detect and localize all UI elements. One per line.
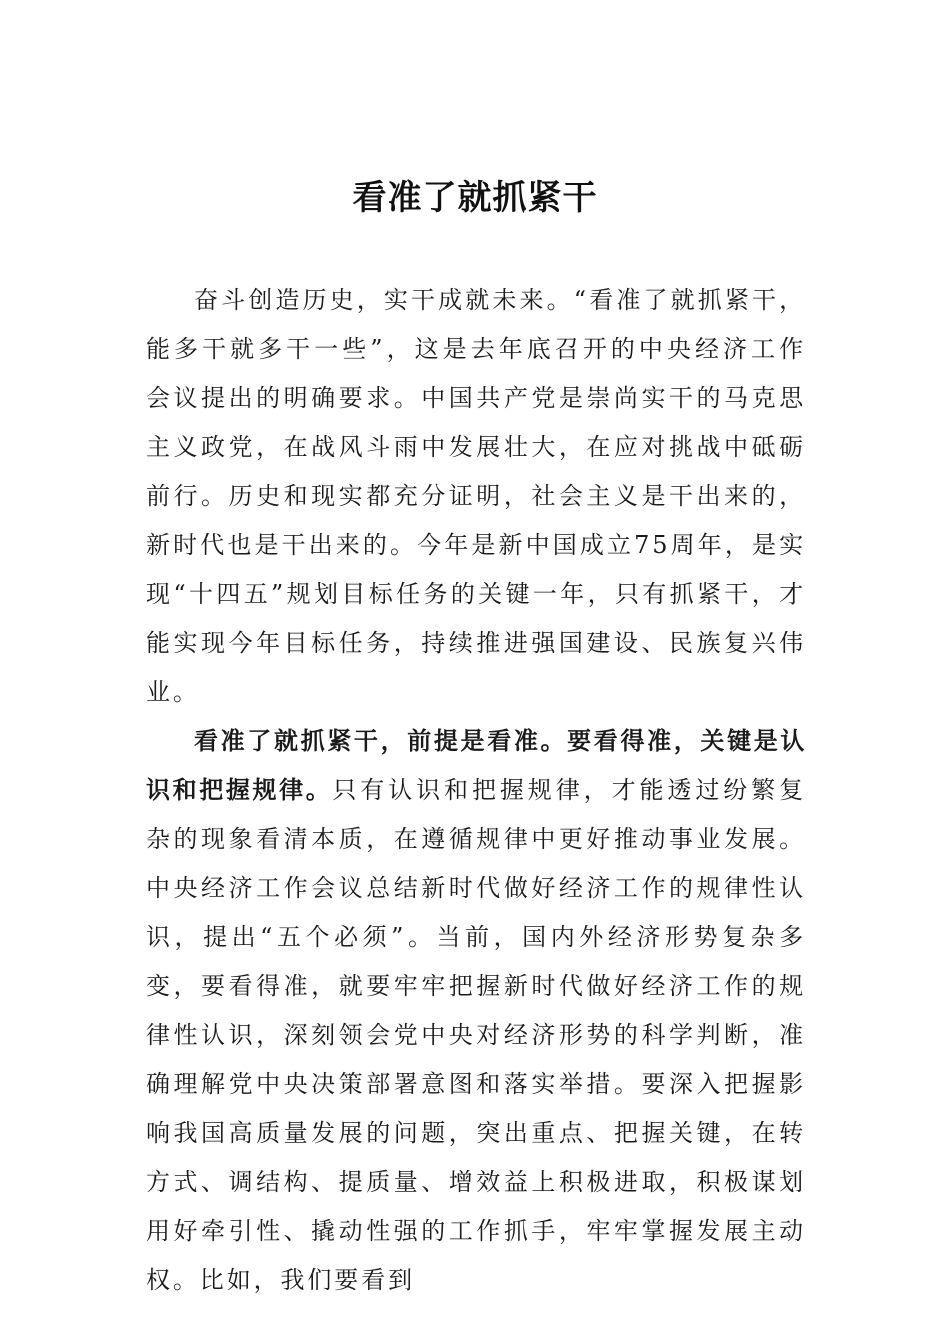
paragraph-2-text: 只有认识和把握规律，才能透过纷繁复杂的现象看清本质，在遵循规律中更好推动事业发展。中央经济工作会议总结新时代做好经济工作的规律性认识，提出“五个必须”。当前，国内外经济形势复杂多变，要看得准，就要牢牢把握新时代做好经济工作的规律性认识，深刻领会党中央对经济形势的科学判断，准确理解党中央决策部署意图和落实举措。要深入把握影响我国高质量发展的问题，突出重点、把握关键，在转方式、调结构、提质量、增效益上积极进取，积极谋划用好牵引性、撬动性强的工作抓手，牢牢掌握发展主动权。比如，我们要看到 — [146, 776, 806, 1294]
document-title: 看准了就抓紧干 — [352, 178, 598, 218]
paragraph-1 — [146, 276, 806, 717]
paragraph-2 — [146, 717, 806, 1305]
document-body — [146, 276, 806, 1305]
paragraph-2-lead: 看准了就抓紧干，前提是看准。要看得准，关键是认识和把握规律。 — [146, 727, 806, 804]
paragraph-1-text: 奋斗创造历史，实干成就未来。“看准了就抓紧干，能多干就多干一些”，这是去年底召开的中央经济工作会议提出的明确要求。中国共产党是崇尚实干的马克思主义政党，在战风斗雨中发展壮大，在应对挑战中砥砺前行。历史和现实都充分证明，社会主义是干出来的，新时代也是干出来的。今年是新中国成立75周年，是实现“十四五”规划目标任务的关键一年，只有抓紧干，才能实现今年目标任务，持续推进强国建设、民族复兴伟业。 — [146, 286, 806, 706]
